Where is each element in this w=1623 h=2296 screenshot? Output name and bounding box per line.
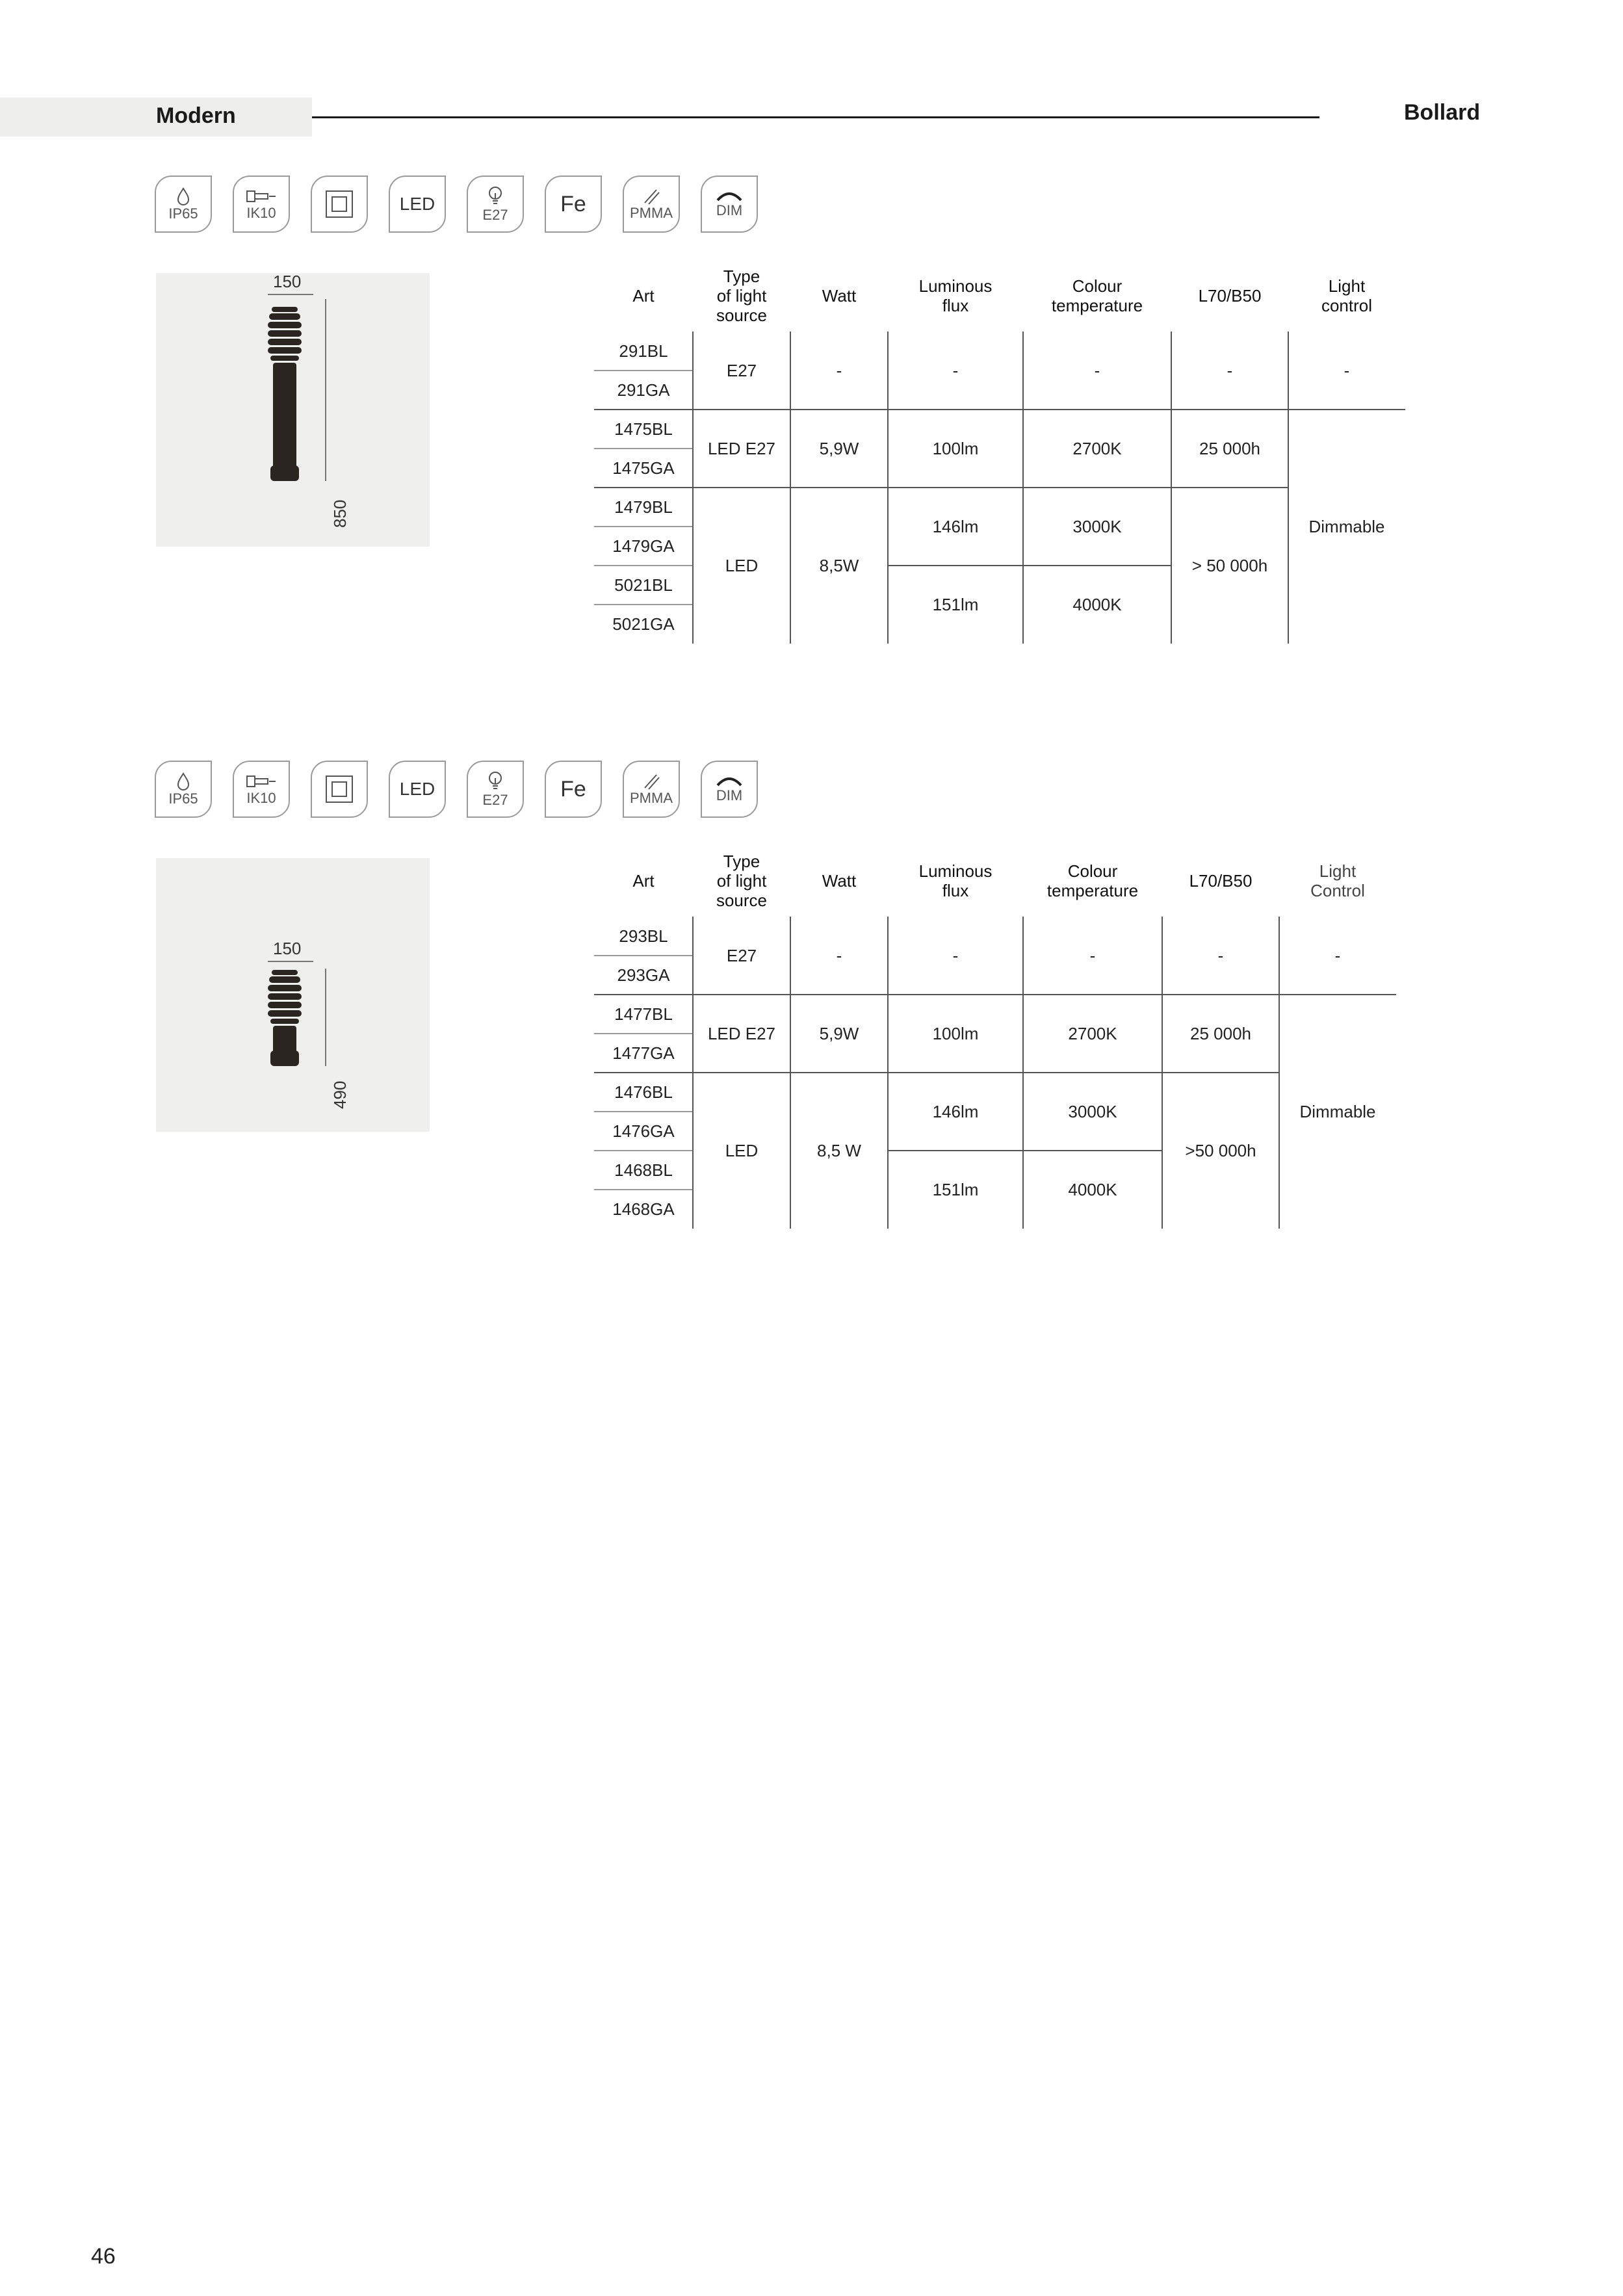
l70-cell: 25 000h: [1199, 439, 1260, 458]
header-flux: Luminous flux: [918, 276, 993, 315]
row-divider: [594, 955, 693, 956]
art-cell: 1468BL: [614, 1160, 673, 1180]
category-title: Bollard: [1404, 100, 1481, 125]
group-divider: [594, 487, 1288, 488]
width-dimension: 150: [273, 939, 302, 958]
row-divider: [594, 1189, 693, 1190]
dimmable-icon: DIM: [701, 761, 758, 818]
dimmable-icon: DIM: [701, 176, 758, 233]
control-cell: -: [1334, 946, 1341, 965]
header-l70: L70/B50: [1189, 871, 1253, 891]
row-divider: [594, 1150, 693, 1151]
watt-cell: -: [836, 361, 842, 380]
section-title: Modern: [156, 103, 236, 128]
temp-cell: -: [1094, 361, 1100, 380]
col-divider: [692, 332, 694, 644]
width-dimension-line: [268, 294, 313, 295]
group-divider: [888, 1150, 1162, 1151]
flux-cell: -: [952, 361, 959, 380]
col-divider: [1279, 917, 1280, 1229]
temp-cell: 3000K: [1072, 517, 1122, 536]
height-dimension-line: [325, 299, 326, 481]
height-dimension: 490: [330, 1080, 350, 1109]
header-art: Art: [632, 286, 655, 306]
header-art: Art: [632, 871, 655, 891]
flux-cell: 100lm: [932, 1024, 979, 1043]
header-watt: Watt: [822, 286, 857, 306]
art-cell: 1468GA: [612, 1199, 675, 1219]
col-divider: [1022, 332, 1024, 644]
l70-cell: -: [1217, 946, 1224, 965]
impact-rating-icon: IK10: [233, 761, 290, 818]
art-cell: 293GA: [617, 965, 670, 985]
header-type: Type of light source: [716, 852, 768, 910]
temp-cell: 4000K: [1072, 595, 1122, 614]
temp-cell: -: [1089, 946, 1096, 965]
l70-cell: 25 000h: [1190, 1024, 1251, 1043]
l70-cell: >50 000h: [1185, 1141, 1256, 1160]
product-image-2: [156, 858, 430, 1132]
type-cell: LED: [725, 556, 759, 575]
header-control: Light control: [1321, 276, 1373, 315]
art-cell: 1479GA: [612, 536, 675, 556]
row-divider: [594, 526, 693, 527]
iron-icon: Fe: [545, 176, 602, 233]
ip-rating-icon: IP65: [155, 176, 212, 233]
col-divider: [887, 332, 889, 644]
flux-cell: 146lm: [932, 1102, 979, 1121]
row-divider: [594, 1033, 693, 1034]
control-cell: -: [1344, 361, 1350, 380]
col-divider: [887, 917, 889, 1229]
temp-cell: 4000K: [1068, 1180, 1117, 1199]
col-divider: [1171, 332, 1172, 644]
width-dimension: 150: [273, 272, 302, 291]
l70-cell: -: [1227, 361, 1233, 380]
control-cell: Dimmable: [1299, 1102, 1376, 1121]
led-icon: LED: [389, 176, 446, 233]
col-divider: [790, 332, 791, 644]
row-divider: [594, 565, 693, 566]
row-divider: [594, 448, 693, 449]
bulb-icon: E27: [467, 761, 524, 818]
flux-cell: 146lm: [932, 517, 979, 536]
row-divider: [594, 604, 693, 605]
watt-cell: 8,5W: [819, 556, 859, 575]
art-cell: 1475GA: [612, 458, 675, 478]
art-cell: 1476BL: [614, 1082, 673, 1102]
group-divider: [594, 994, 1396, 995]
header-watt: Watt: [822, 871, 857, 891]
product-image-1: [156, 273, 430, 547]
art-cell: 1477BL: [614, 1004, 673, 1024]
art-cell: 5021BL: [614, 575, 673, 595]
height-dimension-line: [325, 969, 326, 1066]
col-divider: [790, 917, 791, 1229]
type-cell: E27: [726, 946, 757, 965]
flux-cell: 151lm: [932, 1180, 979, 1199]
watt-cell: -: [836, 946, 842, 965]
type-cell: LED E27: [707, 1024, 776, 1043]
control-cell: Dimmable: [1308, 517, 1385, 536]
header-type: Type of light source: [716, 267, 768, 325]
header-control: Light Control: [1310, 861, 1365, 900]
row-divider: [594, 370, 693, 371]
header-flux: Luminous flux: [918, 861, 993, 900]
col-divider: [692, 917, 694, 1229]
l70-cell: > 50 000h: [1191, 556, 1268, 575]
bollard-tall-icon: [156, 273, 430, 547]
art-cell: 291GA: [617, 380, 670, 400]
group-divider: [594, 1072, 1279, 1073]
page-number: 46: [91, 2244, 116, 2269]
watt-cell: 8,5 W: [817, 1141, 861, 1160]
header-rule: [312, 116, 1319, 118]
group-divider: [594, 409, 1405, 410]
temp-cell: 3000K: [1068, 1102, 1117, 1121]
flux-cell: 151lm: [932, 595, 979, 614]
pmma-icon: PMMA: [623, 176, 680, 233]
row-divider: [594, 1111, 693, 1112]
art-cell: 1475BL: [614, 419, 673, 439]
height-dimension: 850: [330, 499, 350, 528]
flux-cell: 100lm: [932, 439, 979, 458]
col-divider: [1288, 332, 1289, 644]
bollard-short-icon: [156, 858, 430, 1132]
group-divider: [888, 565, 1171, 566]
temp-cell: 2700K: [1072, 439, 1122, 458]
watt-cell: 5,9W: [819, 439, 859, 458]
width-dimension-line: [268, 961, 313, 962]
art-cell: 291BL: [619, 341, 668, 361]
type-cell: LED: [725, 1141, 759, 1160]
col-divider: [1022, 917, 1024, 1229]
art-cell: 1477GA: [612, 1043, 675, 1063]
type-cell: E27: [726, 361, 757, 380]
type-cell: LED E27: [707, 439, 776, 458]
header-temp: Colour temperature: [1051, 276, 1143, 315]
art-cell: 1476GA: [612, 1121, 675, 1141]
class-two-icon: [311, 761, 368, 818]
class-two-icon: [311, 176, 368, 233]
watt-cell: 5,9W: [819, 1024, 859, 1043]
impact-rating-icon: IK10: [233, 176, 290, 233]
ip-rating-icon: IP65: [155, 761, 212, 818]
pmma-icon: PMMA: [623, 761, 680, 818]
iron-icon: Fe: [545, 761, 602, 818]
bulb-icon: E27: [467, 176, 524, 233]
led-icon: LED: [389, 761, 446, 818]
flux-cell: -: [952, 946, 959, 965]
art-cell: 293BL: [619, 926, 668, 946]
temp-cell: 2700K: [1068, 1024, 1117, 1043]
col-divider: [1162, 917, 1163, 1229]
header-temp: Colour temperature: [1046, 861, 1139, 900]
header-l70: L70/B50: [1198, 286, 1262, 306]
art-cell: 1479BL: [614, 497, 673, 517]
art-cell: 5021GA: [612, 614, 675, 634]
